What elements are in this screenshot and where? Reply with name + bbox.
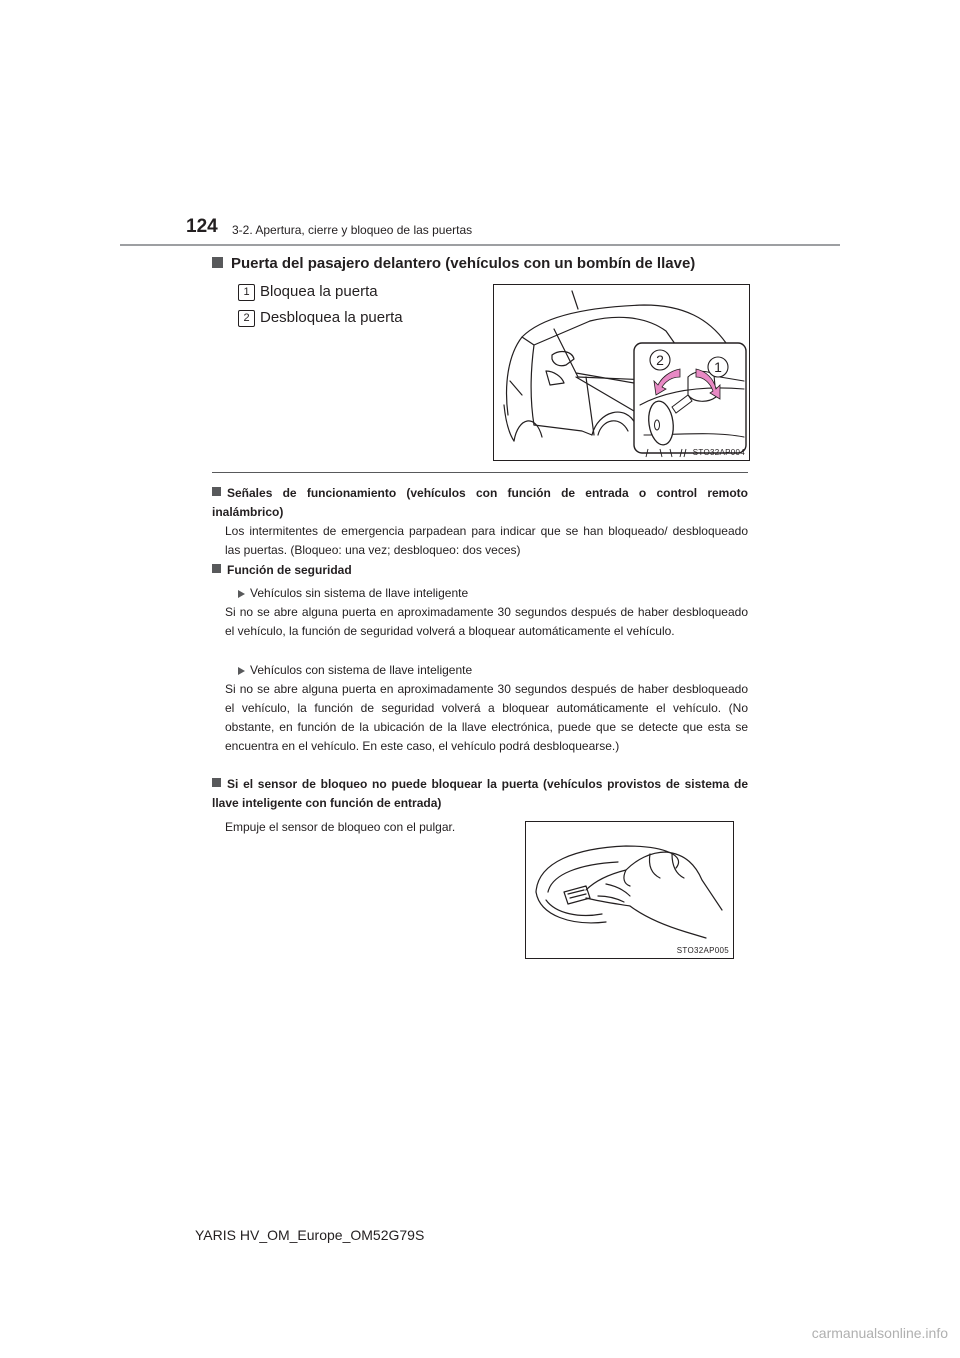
triangle-bullet-icon <box>238 667 245 675</box>
with-smart-key-body: Si no se abre alguna puerta en aproximadamente 30 segundos después de haber desbloqueado el vehículo, la función de seguridad volverá a bloquear automáticamente el vehículo. (No obstante, en función de la ubicación de la llave electrónica, puede que se detecte que esta se encuentra en el vehículo. En este caso, el vehículo podrá desbloquearse.) <box>225 682 748 753</box>
door-handle-illustration <box>526 822 733 958</box>
without-smart-key-title <box>238 584 468 603</box>
lock-sensor-heading-text: Si el sensor de bloqueo no puede bloquear la puerta (vehículos provistos de sistema de llave inteligente con función de entrada) <box>212 777 748 810</box>
watermark: carmanualsonline.info <box>811 1325 948 1341</box>
step-label: Bloquea la puerta <box>260 283 378 300</box>
front-door-heading <box>212 255 695 272</box>
without-smart-key-body: Si no se abre alguna puerta en aproximadamente 30 segundos después de haber desbloqueado el vehículo, la función de seguridad volverá a bloquear automáticamente el vehículo. <box>225 605 748 638</box>
figure-code: STO32AP005 <box>676 946 729 955</box>
with-smart-key-title-text: Vehículos con sistema de llave inteligente <box>250 663 473 677</box>
square-bullet-icon <box>212 778 221 787</box>
security-heading-text: Función de seguridad <box>227 563 352 577</box>
page-number: 124 <box>186 216 218 237</box>
separator-rule <box>212 472 748 473</box>
step-label: Desbloquea la puerta <box>260 309 403 326</box>
lock-sensor-body: Empuje el sensor de bloqueo con el pulgar. <box>225 820 456 834</box>
step-number: 1 <box>238 284 255 301</box>
section-title: 3-2. Apertura, cierre y bloqueo de las puertas <box>232 223 473 237</box>
square-bullet-icon <box>212 564 221 573</box>
callout-label: 2 <box>656 352 664 368</box>
header-rule <box>120 244 840 246</box>
car-door-illustration <box>494 285 749 460</box>
lock-sensor-heading <box>212 775 748 813</box>
without-smart-key-title-text: Vehículos sin sistema de llave inteligente <box>250 586 469 600</box>
figure-code: STO32AP004 <box>692 448 745 457</box>
front-door-heading-text: Puerta del pasajero delantero (vehículos con un bombín de llave) <box>231 255 696 272</box>
callout-label: 1 <box>714 359 722 375</box>
signals-heading-text: Señales de funcionamiento (vehículos con función de entrada o control remoto inalámbrico) <box>212 486 748 519</box>
key-cylinder-figure <box>493 284 750 461</box>
triangle-bullet-icon <box>238 590 245 598</box>
square-bullet-icon <box>212 257 223 268</box>
lock-sensor-figure <box>525 821 734 959</box>
with-smart-key-title <box>238 661 472 680</box>
signals-body: Los intermitentes de emergencia parpadean para indicar que se han bloqueado/ desbloqueado las puertas. (Bloqueo: una vez; desbloqueo: dos veces) <box>225 524 748 557</box>
square-bullet-icon <box>212 487 221 496</box>
model-code: YARIS HV_OM_Europe_OM52G79S <box>195 1227 425 1243</box>
security-heading <box>212 561 748 580</box>
step-number: 2 <box>238 310 255 327</box>
signals-heading <box>212 484 748 522</box>
